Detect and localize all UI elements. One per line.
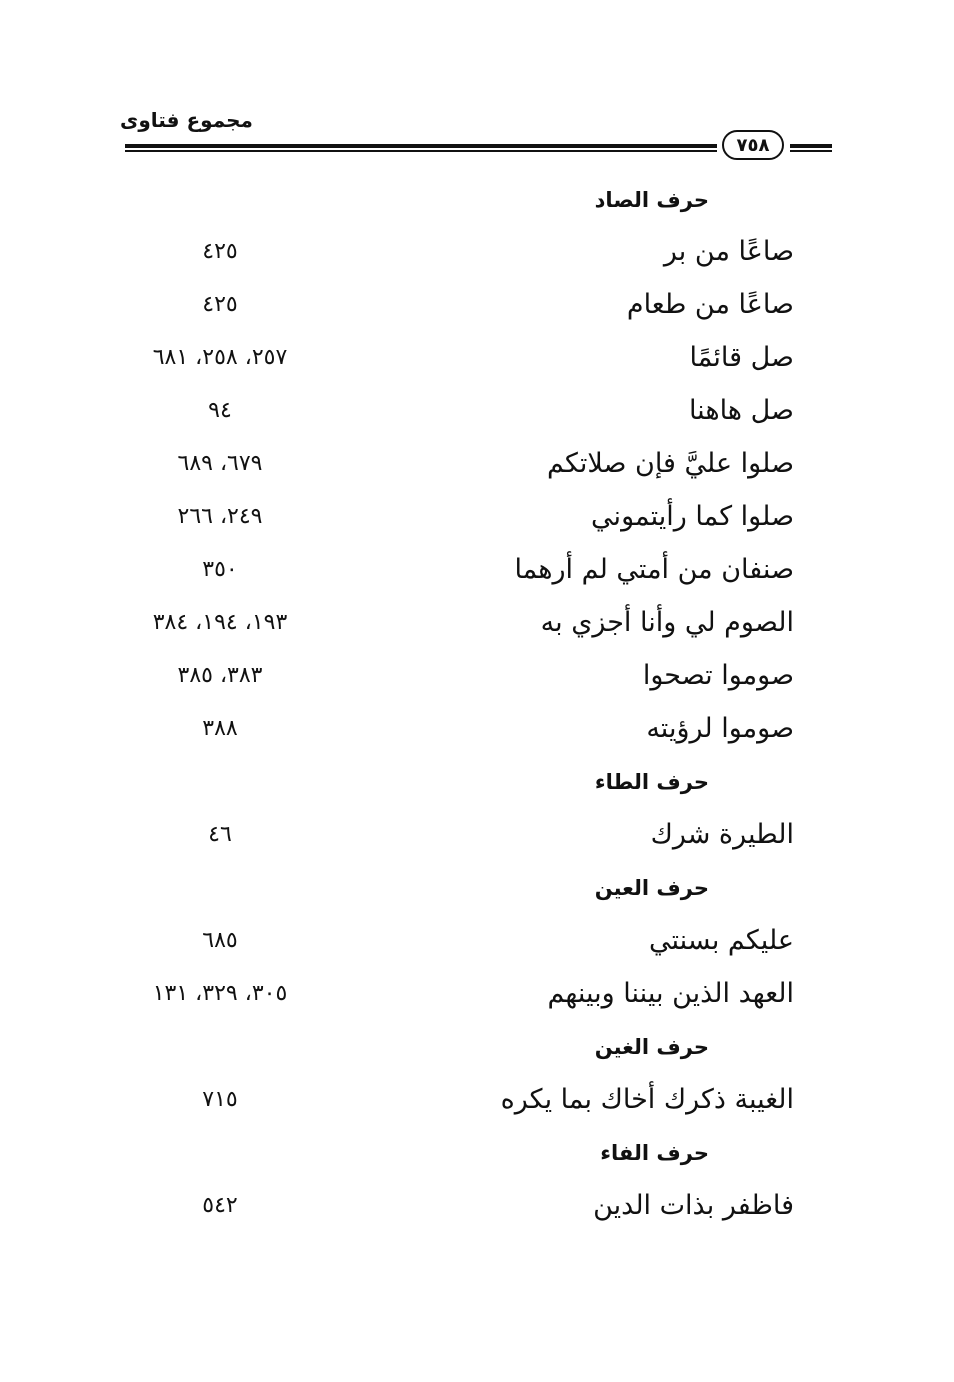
index-entry [0,974,954,1014]
index-entry [0,550,954,590]
entry-pages: ٤٢٥ [202,292,238,317]
entry-text: صنفان من أمتي لم أرهما [514,554,794,585]
section-heading-row [0,762,954,802]
index-entry [0,391,954,431]
entry-pages: ٣٠٥، ٣٢٩، ١٣١ [152,981,288,1006]
entry-text: صلوا كما رأيتموني [591,501,794,532]
section-heading: حرف الصاد [594,188,709,212]
entry-text: الصوم لي وأنا أجزي به [540,607,794,638]
section-heading: حرف الفاء [600,1141,709,1165]
header-rule-right-thin [790,150,832,152]
index-entry [0,497,954,537]
entry-text: عليكم بسنتي [648,925,794,956]
entry-text: صاعًا من بر [663,236,794,267]
section-heading-row [0,180,954,220]
index-entry [0,815,954,855]
section-heading: حرف العين [594,876,709,900]
entry-pages: ٩٤ [208,398,232,423]
entry-pages: ٥٤٢ [202,1193,238,1218]
section-heading-row [0,1027,954,1067]
section-heading: حرف الغين [594,1035,709,1059]
entry-text: العهد الذين بيننا وبينهم [547,978,794,1009]
page-number-badge: ٧٥٨ [722,130,784,160]
index-entry [0,921,954,961]
index-entry [0,709,954,749]
entry-text: صاعًا من طعام [626,289,794,320]
entry-text: الطيرة شرك [650,819,794,850]
entry-text: صلوا عليَّ فإن صلاتكم [546,448,794,479]
entry-pages: ٣٨٨ [202,716,238,741]
header-rule-left-thin [125,150,717,152]
entry-pages: ٢٥٧، ٢٥٨، ٦٨١ [152,345,288,370]
index-entry [0,285,954,325]
running-header-title: مجموع فتاوى [120,108,253,132]
entry-pages: ١٩٣، ١٩٤، ٣٨٤ [152,610,288,635]
entry-text: فاظفر بذات الدين [593,1190,794,1221]
index-entry [0,232,954,272]
section-heading-row [0,868,954,908]
index-entry [0,1080,954,1120]
index-entry [0,603,954,643]
index-entry [0,338,954,378]
index-entry [0,656,954,696]
entry-text: الغيبة ذكرك أخاك بما يكره [500,1084,794,1115]
entry-text: صل قائمًا [689,342,794,373]
entry-text: صل هاهنا [688,395,794,426]
entry-pages: ٢٤٩، ٢٦٦ [177,504,263,529]
index-entry [0,1186,954,1226]
entry-pages: ٣٨٣، ٣٨٥ [177,663,263,688]
entry-pages: ٤٢٥ [202,239,238,264]
index-entry [0,444,954,484]
entry-text: صوموا لرؤيته [646,713,794,744]
entry-pages: ٤٦ [208,822,232,847]
entry-pages: ٧١٥ [202,1087,238,1112]
entry-pages: ٦٧٩، ٦٨٩ [177,451,263,476]
entry-text: صوموا تصحوا [642,660,794,691]
section-heading-row [0,1133,954,1173]
header-rule-left [125,144,717,148]
header-rule-right [790,144,832,148]
section-heading: حرف الطاء [594,770,709,794]
entry-pages: ٦٨٥ [202,928,238,953]
entry-pages: ٣٥٠ [202,557,238,582]
